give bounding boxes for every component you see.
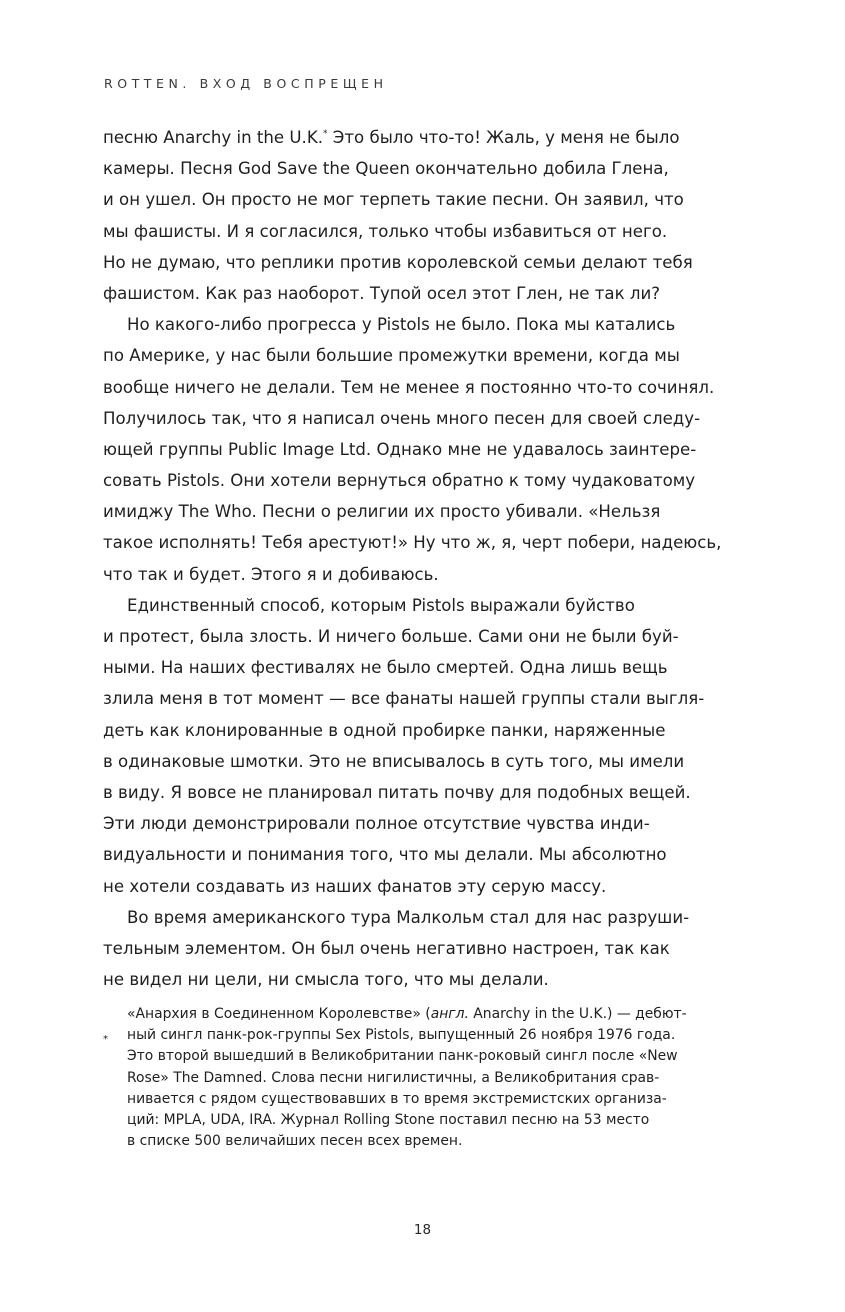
- body-line: не хотели создавать из наших фанатов эту серую массу.: [103, 876, 607, 896]
- body-line: совать Pistols. Они хотели вернуться обратно к тому чудаковатому: [103, 471, 696, 491]
- footnote-italic-text: англ.: [430, 1006, 469, 1022]
- footnote-line-text: «Анархия в Соединенном Королевстве» (: [127, 1006, 431, 1022]
- body-line: имиджу The Who. Песни о религии их просто убивали. «Нельзя: [103, 502, 661, 522]
- footnote-line: [127, 1004, 727, 1025]
- body-line: и он ушел. Он просто не мог терпеть такие песни. Он заявил, что: [103, 190, 684, 210]
- page-number: 18: [413, 1222, 432, 1238]
- body-line: не видел ни цели, ни смысла того, что мы делали.: [103, 970, 549, 990]
- body-line: камеры. Песня God Save the Queen окончательно добила Глена,: [103, 159, 669, 179]
- body-line: в виду. Я вовсе не планировал питать почву для подобных вещей.: [103, 782, 691, 802]
- body-line: и протест, была злость. И ничего больше. Сами они не были буй-: [103, 627, 679, 646]
- body-line: по Америке, у нас были большие промежутки времени, когда мы: [103, 346, 680, 366]
- body-line: Эти люди демонстрировали полное отсутствие чувства инди-: [103, 814, 650, 834]
- footnote: [127, 1004, 727, 1152]
- paragraph-start-line: Во время американского тура Малкольм стал для нас разруши-: [127, 907, 690, 927]
- body-line: [103, 122, 763, 153]
- footnote-line: в списке 500 величайших песен всех времен.: [127, 1133, 463, 1150]
- body-line: такое исполнять! Тебя арестуют!» Ну что ж, я, черт побери, надеюсь,: [103, 533, 722, 553]
- body-line-text: песню Anarchy in the U.K.: [103, 128, 323, 147]
- footnote-reference[interactable]: *: [323, 129, 328, 139]
- body-line: Но не думаю, что реплики против королевской семьи делают тебя: [103, 252, 693, 272]
- body-line: фашистом. Как раз наоборот. Тупой осел этот Глен, не так ли?: [103, 283, 661, 303]
- footnote-line: ций: MPLA, UDA, IRA. Журнал Rolling Stone поставил песню на 53 место: [127, 1111, 650, 1128]
- footnote-line: нивается с рядом существовавших в то время экстремистских организа-: [127, 1090, 667, 1107]
- body-line: ными. На наших фестивалях не было смертей. Одна лишь вещь: [103, 658, 668, 678]
- body-line: мы фашисты. И я согласился, только чтобы избавиться от него.: [103, 221, 668, 241]
- body-text: [103, 122, 763, 995]
- body-line: тельным элементом. Он был очень негативно настроен, так как: [103, 938, 670, 958]
- paragraph-start-line: Но какого-либо прогресса у Pistols не было. Пока мы катались: [127, 315, 676, 335]
- footnote-line: ный сингл панк-рок-группы Sex Pistols, выпущенный 26 ноября 1976 года.: [127, 1027, 676, 1044]
- body-line: деть как клонированные в одной пробирке панки, наряженные: [103, 720, 666, 740]
- running-head: ROTTEN. ВХОД ВОСПРЕЩЕН: [104, 76, 388, 91]
- body-line: видуальности и понимания того, что мы делали. Мы абсолютно: [103, 845, 667, 865]
- body-line-text: Это было что-то! Жаль, у меня не было: [327, 128, 680, 147]
- body-line: ющей группы Public Image Ltd. Однако мне не удавалось заинтере-: [103, 439, 697, 459]
- body-line: злила меня в тот момент — все фанаты нашей группы стали выгля-: [103, 689, 705, 709]
- paragraph-start-line: Единственный способ, которым Pistols выражали буйство: [127, 595, 635, 615]
- footnote-line-text: Anarchy in the U.K.) — дебют-: [468, 1006, 687, 1022]
- footnote-line: Это второй вышедший в Великобритании панк-роковый сингл после «New: [127, 1048, 678, 1065]
- body-line: что так и будет. Этого я и добиваюсь.: [103, 564, 439, 584]
- footnote-mark: *: [103, 1034, 108, 1045]
- body-line: Получилось так, что я написал очень много песен для своей следу-: [103, 408, 701, 428]
- body-line: в одинаковые шмотки. Это не вписывалось в суть того, мы имели: [103, 751, 685, 771]
- footnote-line: Rose» The Damned. Слова песни нигилистичны, а Великобритания срав-: [127, 1069, 660, 1086]
- body-line: вообще ничего не делали. Тем не менее я постоянно что-то сочинял.: [103, 377, 715, 397]
